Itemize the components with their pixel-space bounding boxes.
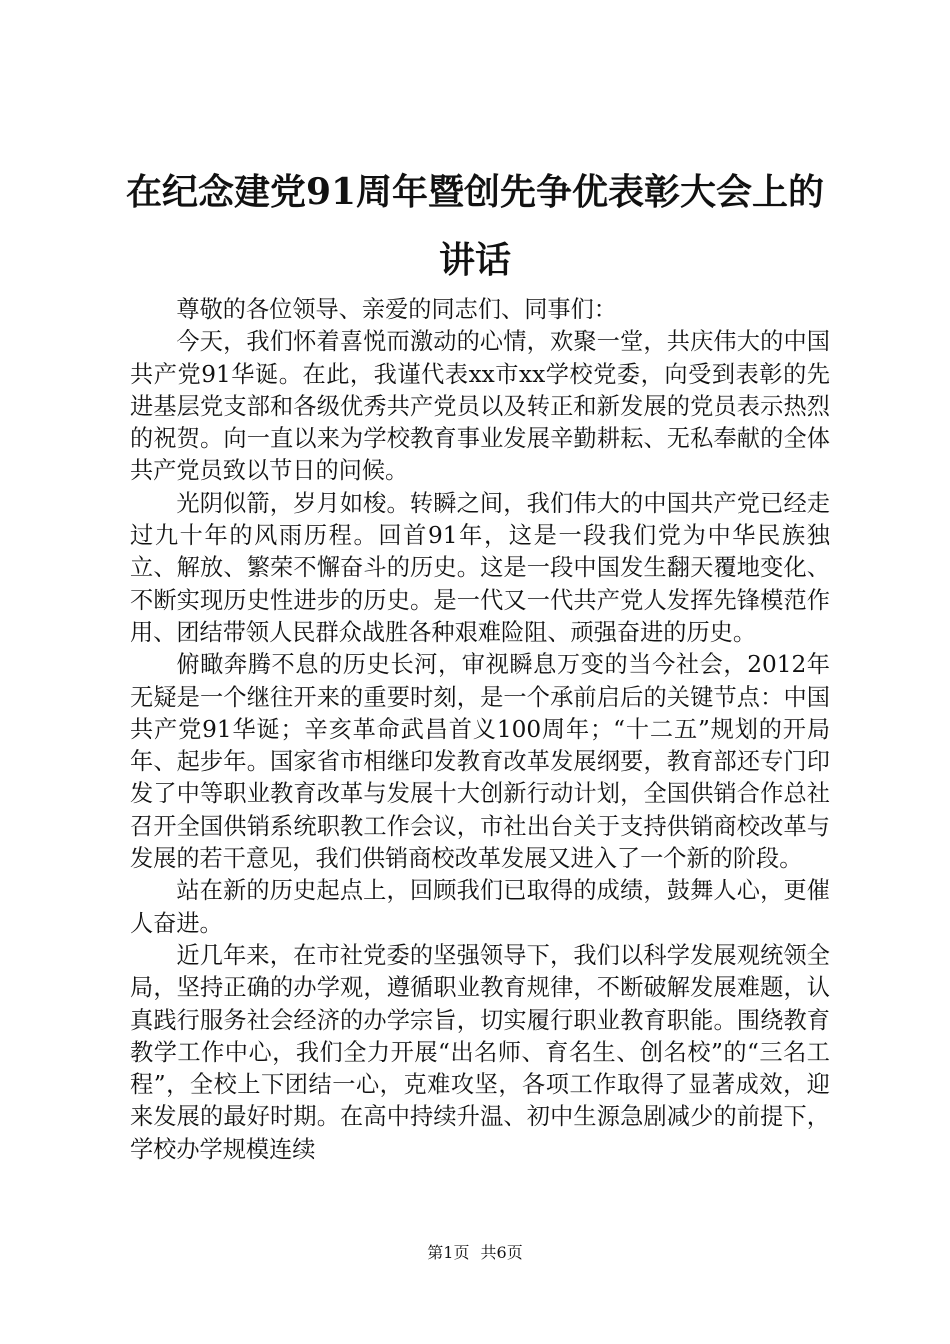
document-body [130,294,830,1166]
page-footer [0,1242,950,1264]
body-paragraph: 今天，我们怀着喜悦而激动的心情，欢聚一堂，共庆伟大的中国共产党91华诞。在此，我谨代表xx市xx学校党委，向受到表彰的先进基层党支部和各级优秀共产党员以及转正和新发展的党员表示热烈的祝贺。向一直以来为学校教育事业发展辛勤耕耘、无私奉献的全体共产党员致以节日的问候。 [130,328,830,485]
body-paragraph: 俯瞰奔腾不息的历史长河，审视瞬息万变的当今社会，2012年无疑是一个继往开来的重要时刻，是一个承前启后的关键节点：中国共产党91华诞；辛亥革命武昌首义100周年；“十二五”规划的开局年、起步年。国家省市相继印发教育改革发展纲要，教育部还专门印发了中等职业教育改革与发展十大创新行动计划，全国供销合作总社召开全国供销系统职教工作会议，市社出台关于支持供销商校改革与发展的若干意见，我们供销商校改革发展又进入了一个新的阶段。 [130,651,830,873]
salutation-paragraph: 尊敬的各位领导、亲爱的同志们、同事们： [176,296,617,323]
title-line-1: 在纪念建党91周年暨创先争优表彰大会上的 [125,171,825,213]
body-paragraph: 站在新的历史起点上，回顾我们已取得的成绩，鼓舞人心，更催人奋进。 [130,877,830,937]
body-paragraph: 近几年来，在市社党委的坚强领导下，我们以科学发展观统领全局，坚持正确的办学观，遵循职业教育规律，不断破解发展难题，认真践行服务社会经济的办学宗旨，切实履行职业教育职能。围绕教育教学工作中心，我们全力开展“出名师、育名生、创名校”的“三名工程”，全校上下团结一心，克难攻坚，各项工作取得了显著成效，迎来发展的最好时期。在高中持续升温、初中生源急剧减少的前提下，学校办学规模连续 [130,941,830,1163]
body-paragraph: 光阴似箭，岁月如梭。转瞬之间，我们伟大的中国共产党已经走过九十年的风雨历程。回首91年，这是一段我们党为中华民族独立、解放、繁荣不懈奋斗的历史。这是一段中国发生翻天覆地变化、不断实现历史性进步的历史。是一代又一代共产党人发挥先锋模范作用、团结带领人民群众战胜各种艰难险阻、顽强奋进的历史。 [130,489,830,646]
title-line-2: 讲话 [438,239,511,281]
page-total: 共6页 [480,1243,523,1262]
document-title [100,158,850,294]
page-number: 第1页 [427,1243,470,1262]
